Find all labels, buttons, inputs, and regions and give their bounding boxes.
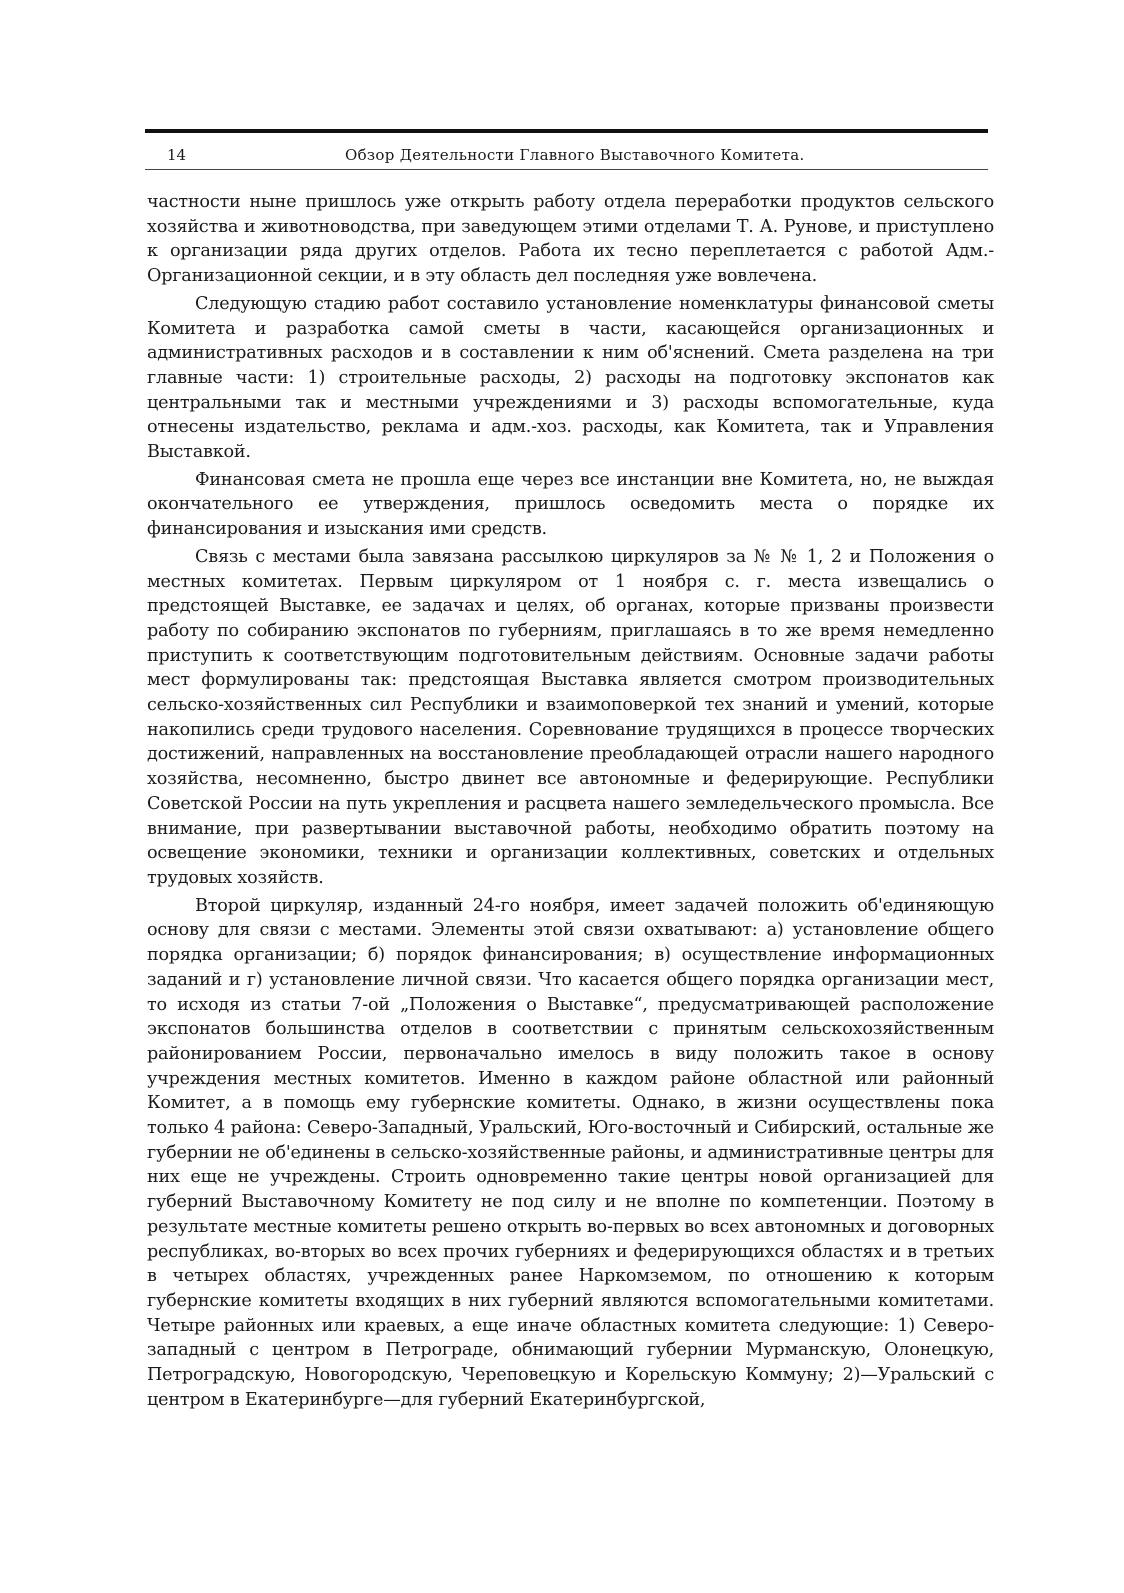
running-head: [145, 143, 988, 167]
paragraph: частности ныне пришлось уже открыть работу отдела переработки продуктов сельского хозяйства и животноводства, при заведующем этими отделами Т. А. Рунове, и приступлено к организации ряда других отделов. Работа их тесно переплетается с работой Адм.-Организационной секции, и в эту область дел последняя уже вовлечена.: [147, 192, 994, 287]
body-text: [147, 190, 994, 1415]
paragraph: Связь с местами была завязана рассылкою циркуляров за № № 1, 2 и Положения о местных комитетах. Первым циркуляром от 1 ноября с. г. места извещались о предстоящей Выставке, ее задачах и целях, об органах, которые призваны произвести работу по собиранию экспонатов по губерниям, приглашаясь в то же время немедленно приступить к соответствующим подготовительным действиям. Основные задачи работы мест формулированы так: предстоящая Выставка является смотром производительных сельско-хозяйственных сил Республики и взаимоповеркой тех знаний и умений, которые накопились среди трудового населения. Соревнование трудящихся в процессе творческих достижений, направленных на восстановление преобладающей отрасли нашего народного хозяйства, несомненно, быстро двинет все автономные и федерирующие. Республики Советской России на путь укрепления и расцвета нашего земледельческого промысла. Все внимание, при развертывании выставочной работы, необходимо обратить поэтому на освещение экономики, техники и организации коллективных, советских и отдельных трудовых хозяйств.: [147, 546, 994, 888]
paragraph: Следующую стадию работ составило установление номенклатуры финансовой сметы Комитета и разработка самой сметы в части, касающейся организационных и административных расходов и в составлении к ним об'яснений. Смета разделена на три главные части: 1) строительные расходы, 2) расходы на подготовку экспонатов как центральными так и местными учреждениями и 3) расходы вспомогательные, куда отнесены издательство, реклама и адм.-хоз. расходы, как Комитета, так и Управления Выставкой.: [147, 293, 994, 463]
paragraph: Финансовая смета не прошла еще через все инстанции вне Комитета, но, не выждая окончательного ее утверждения, пришлось осведомить места о порядке их финансирования и изыскания ими средств.: [147, 469, 994, 540]
header-rule-bottom: [145, 169, 988, 170]
page-number: 14: [167, 146, 187, 164]
paragraph: Второй циркуляр, изданный 24-го ноября, имеет задачей положить об'единяющую основу для связи с местами. Элементы этой связи охватывают: а) установление общего порядка организации; б) порядок финансирования; в) осуществление информационных заданий и г) установление личной связи. Что касается общего порядка организации мест, то исходя из статьи 7-ой „Положения о Выставке“, предусматривающей расположение экспонатов большинства отделов в соответствии с принятым сельскохозяйственным районированием России, первоначально имелось в виду положить такое в основу учреждения местных комитетов. Именно в каждом районе областной или районный Комитет, а в помощь ему губернские комитеты. Однако, в жизни осуществлены пока только 4 района: Северо-Западный, Уральский, Юго-восточный и Сибирский, остальные же губернии не об'единены в сельско-хозяйственные районы, и административные центры для них еще не учреждены. Строить одновременно такие центры новой организацией для губерний Выставочному Комитету не под силу и не вполне по компетенции. Поэтому в результате местные комитеты решено открыть во-первых во всех автономных и договорных республиках, во-вторых во всех прочих губерниях и федерирующихся областях и в третьих в четырех областях, учрежденных ранее Наркомземом, по отношению к которым губернские комитеты входящих в них губерний являются вспомогательными комитетами. Четыре районных или краевых, а еще иначе областных комитета следующие: 1) Северо-западный с центром в Петрограде, обнимающий губернии Мурманскую, Олонецкую, Петроградскую, Новогородскую, Череповецкую и Корельскую Коммуну; 2)—Уральский с центром в Екатеринбурге—для губерний Екатеринбургской,: [147, 895, 994, 1410]
running-title: Обзор Деятельности Главного Выставочного Комитета.: [345, 146, 805, 164]
header-rule-top: [145, 129, 988, 133]
